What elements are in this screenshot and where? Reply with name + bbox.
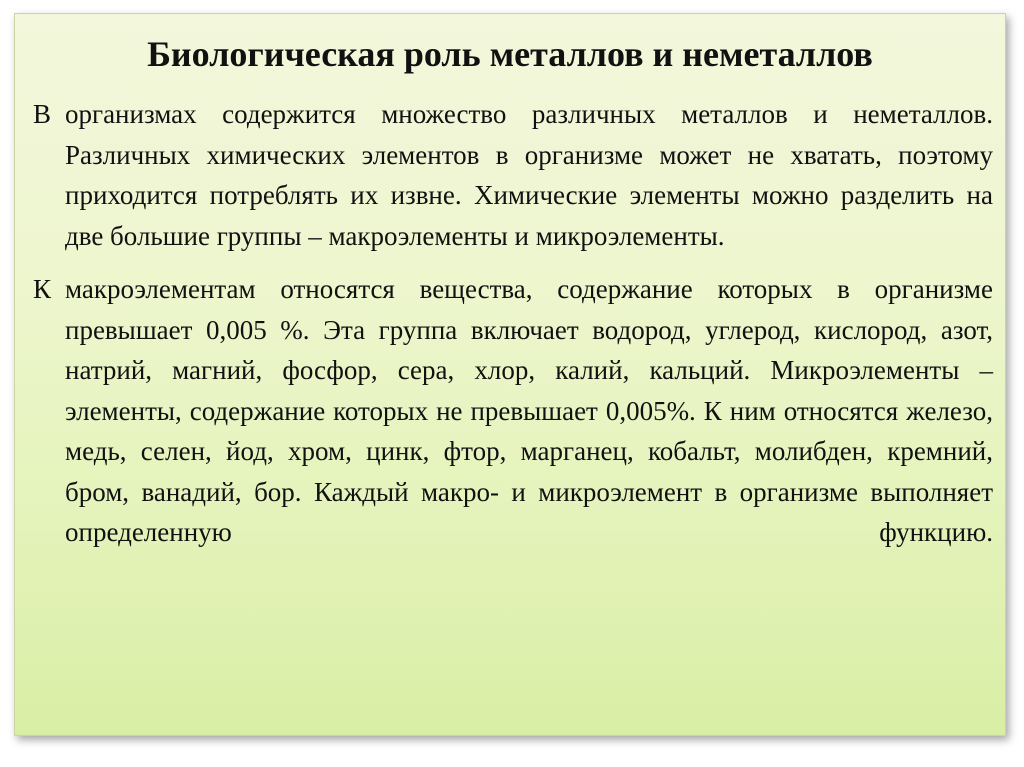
paragraph-elements-text: макроэлементам относятся вещества, содержание которых в организме превышает 0,005 %. Эта группа включает водород, углерод, кислород, азот, натрий, магний, фосфор, сера, хлор, калий, кальций. Микроэлементы – элементы, содержание которых не превышает 0,005%. К ним относятся железо, медь, селен, йод, хром, цинк, фтор, марганец, кобальт, молибден, кремний, бром, ванадий, бор. Каждый макро- и микроэлемент в организме выполняет определенную функцию. [65,274,993,547]
paragraph-elements-marker: К [33,274,52,304]
paragraph-intro [33,94,993,256]
slide-body [33,94,993,566]
paragraph-intro-text: организмах содержится множество различных металлов и неметаллов. Различных химических элементов в организме может не хватать, поэтому приходится потреблять их извне. Химические элементы можно разделить на две большие группы – макроэлементы и микроэлементы. [65,99,993,251]
slide [14,13,1006,736]
paragraph-intro-marker: В [33,99,52,129]
slide-title: Биологическая роль металлов и неметаллов [147,34,873,74]
paragraph-elements [33,269,993,553]
